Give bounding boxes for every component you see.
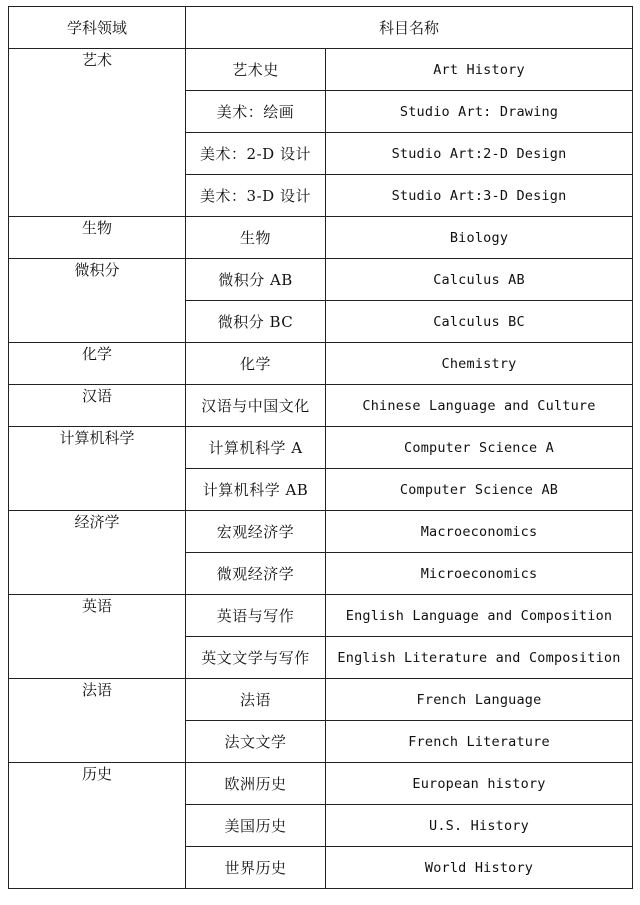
subject-name-en: French Literature [326,721,633,763]
subject-name-en: Chinese Language and Culture [326,385,633,427]
subject-name-en: English Language and Composition [326,595,633,637]
header-subject: 科目名称 [186,7,633,49]
subject-name-zh: 美术：3-D 设计 [186,175,326,217]
subject-area-cell: 化学 [9,343,186,385]
subject-name-zh: 艺术史 [186,49,326,91]
subject-name-en: Studio Art: Drawing [326,91,633,133]
subject-name-zh: 汉语与中国文化 [186,385,326,427]
subject-area-cell: 微积分 [9,259,186,343]
table-row [9,427,633,469]
header-area: 学科领域 [9,7,186,49]
subject-area-cell: 计算机科学 [9,427,186,511]
table-row [9,259,633,301]
subject-name-en: French Language [326,679,633,721]
subject-name-zh: 计算机科学 AB [186,469,326,511]
subject-name-en: Art History [326,49,633,91]
subject-name-en: Macroeconomics [326,511,633,553]
subject-name-zh: 欧洲历史 [186,763,326,805]
subject-name-en: U.S. History [326,805,633,847]
subject-name-en: World History [326,847,633,889]
subject-name-en: Computer Science AB [326,469,633,511]
subject-name-en: Calculus BC [326,301,633,343]
table-row [9,49,633,91]
table-row [9,217,633,259]
subject-area-cell: 艺术 [9,49,186,217]
subject-area-cell: 汉语 [9,385,186,427]
subject-name-zh: 微积分 BC [186,301,326,343]
subject-name-zh: 微积分 AB [186,259,326,301]
subject-name-zh: 世界历史 [186,847,326,889]
subject-name-zh: 英文文学与写作 [186,637,326,679]
subject-name-zh: 美术：2-D 设计 [186,133,326,175]
subject-name-zh: 英语与写作 [186,595,326,637]
subject-name-en: Calculus AB [326,259,633,301]
subject-name-en: Biology [326,217,633,259]
subject-name-zh: 计算机科学 A [186,427,326,469]
table-row [9,679,633,721]
subject-area-cell: 经济学 [9,511,186,595]
subject-area-cell: 生物 [9,217,186,259]
subject-area-cell: 法语 [9,679,186,763]
subject-area-cell: 历史 [9,763,186,889]
subject-name-zh: 法语 [186,679,326,721]
subject-name-en: Computer Science A [326,427,633,469]
subject-area-cell: 英语 [9,595,186,679]
subject-name-zh: 法文文学 [186,721,326,763]
table-row [9,763,633,805]
subject-name-zh: 宏观经济学 [186,511,326,553]
subject-table-body [9,7,633,889]
subject-name-zh: 生物 [186,217,326,259]
subject-table [8,6,633,889]
subject-name-en: Studio Art:3-D Design [326,175,633,217]
header-row [9,7,633,49]
subject-name-zh: 微观经济学 [186,553,326,595]
subject-name-en: Chemistry [326,343,633,385]
subject-name-en: Microeconomics [326,553,633,595]
table-row [9,343,633,385]
subject-name-en: English Literature and Composition [326,637,633,679]
subject-name-en: European history [326,763,633,805]
subject-name-zh: 美国历史 [186,805,326,847]
table-row [9,385,633,427]
table-row [9,511,633,553]
table-row [9,595,633,637]
subject-name-zh: 化学 [186,343,326,385]
subject-name-en: Studio Art:2-D Design [326,133,633,175]
subject-name-zh: 美术：绘画 [186,91,326,133]
